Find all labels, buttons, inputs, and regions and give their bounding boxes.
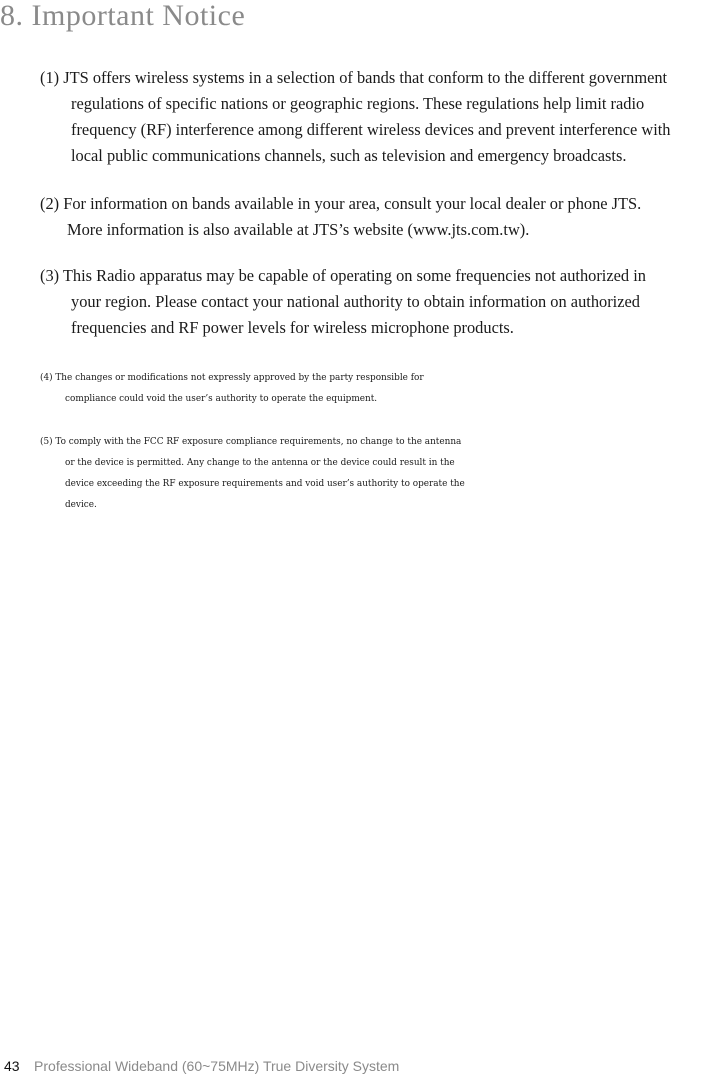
page-title: 8. Important Notice	[0, 0, 246, 32]
footer-product-name: Professional Wideband (60~75MHz) True Diversity System	[34, 1058, 400, 1074]
notice-1-line: (1) JTS offers wireless systems in a selection of bands that conform to the different government	[40, 68, 668, 87]
notice-5-line: device.	[65, 500, 97, 510]
notice-4-line: compliance could void the user’s authority to operate the equipment.	[65, 394, 378, 404]
notice-5-line: device exceeding the RF exposure requirements and void user’s authority to operate the	[65, 479, 465, 489]
notice-1-line: frequency (RF) interference among different wireless devices and prevent interference with	[71, 120, 671, 139]
notice-2-line: (2) For information on bands available in your area, consult your local dealer or phone JTS.	[40, 194, 642, 213]
notice-2	[40, 191, 716, 243]
notice-5-line: (5) To comply with the FCC RF exposure compliance requirements, no change to the antenna	[40, 437, 462, 447]
notice-2-line: More information is also available at JTS’s website (www.jts.com.tw).	[67, 220, 530, 239]
notice-1-line: regulations of specific nations or geographic regions. These regulations help limit radio	[71, 94, 645, 113]
notice-3-line: your region. Please contact your national authority to obtain information on authorized	[71, 292, 640, 311]
notice-3	[40, 263, 716, 341]
page-number: 43	[4, 1058, 20, 1074]
notice-4	[40, 368, 721, 410]
notice-1	[40, 65, 716, 169]
notice-5	[40, 432, 721, 516]
notice-5-line: or the device is permitted. Any change to the antenna or the device could result in the	[65, 458, 455, 468]
notice-4-line: (4) The changes or modifications not expressly approved by the party responsible for	[40, 373, 424, 383]
notice-1-line: local public communications channels, such as television and emergency broadcasts.	[71, 146, 627, 165]
page-footer	[4, 1058, 399, 1076]
notice-3-line: frequencies and RF power levels for wireless microphone products.	[71, 318, 514, 337]
notice-3-line: (3) This Radio apparatus may be capable of operating on some frequencies not authorized in	[40, 266, 646, 285]
